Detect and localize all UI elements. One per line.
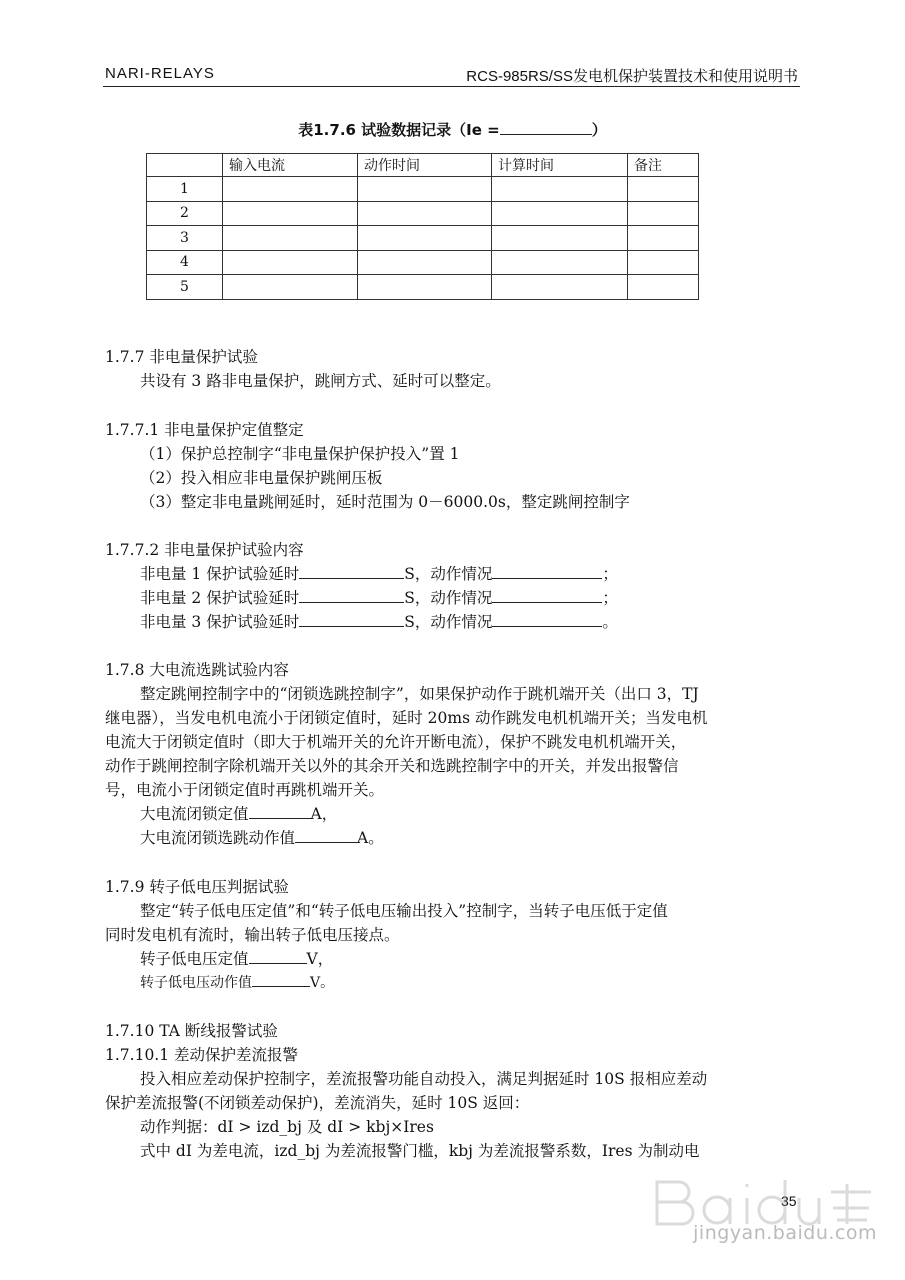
fill-label: 转子低电压动作值 bbox=[140, 975, 252, 991]
table-header-cell: 输入电流 bbox=[223, 154, 358, 177]
fill-line bbox=[140, 610, 618, 634]
fill-label: A。 bbox=[357, 829, 384, 847]
table-cell bbox=[628, 226, 699, 251]
table-row bbox=[147, 201, 699, 226]
paragraph-line: 投入相应差动保护控制字，差流报警功能自动投入，满足判据延时 10S 报相应差动 bbox=[140, 1070, 708, 1088]
fill-line bbox=[140, 802, 337, 826]
blank-field bbox=[492, 563, 602, 579]
table-cell bbox=[492, 201, 628, 226]
section-heading-1-7-10: 1.7.10 TA 断线报警试验 bbox=[105, 1022, 278, 1040]
fill-label: V。 bbox=[310, 975, 335, 991]
table-header-row bbox=[147, 154, 699, 177]
page-number: 35 bbox=[781, 1193, 797, 1209]
fill-label: 大电流闭锁定值 bbox=[140, 805, 249, 823]
fill-line bbox=[140, 947, 333, 971]
blank-field bbox=[299, 587, 404, 603]
section-heading-1-7-8: 1.7.8 大电流选跳试验内容 bbox=[105, 661, 289, 679]
row-number: 5 bbox=[147, 275, 223, 300]
table-cell bbox=[223, 177, 358, 202]
table-row bbox=[147, 177, 699, 202]
table-cell bbox=[628, 201, 699, 226]
blank-field bbox=[492, 587, 602, 603]
blank-field bbox=[492, 611, 602, 627]
table-cell bbox=[492, 226, 628, 251]
header-doc-title: RCS-985RS/SS发电机保护装置技术和使用说明书 bbox=[466, 68, 798, 85]
row-number: 2 bbox=[147, 201, 223, 226]
paragraph-line: 保护差流报警(不闭锁差动保护)，差流消失，延时 10S 返回： bbox=[105, 1094, 530, 1112]
blank-field bbox=[295, 827, 357, 843]
criteria-line: 动作判据：dI > izd_bj 及 dI > kbj×Ires bbox=[140, 1118, 434, 1136]
blank-field bbox=[299, 611, 404, 627]
fill-line bbox=[140, 826, 384, 850]
table-cell bbox=[492, 275, 628, 300]
fill-line bbox=[140, 586, 618, 610]
table-cell bbox=[628, 250, 699, 275]
table-cell bbox=[358, 226, 492, 251]
table-cell bbox=[358, 275, 492, 300]
table-cell bbox=[492, 250, 628, 275]
fill-label: S，动作情况 bbox=[404, 565, 493, 583]
fill-punct: ； bbox=[602, 589, 618, 607]
section-heading-1-7-10-1: 1.7.10.1 差动保护差流报警 bbox=[105, 1046, 299, 1064]
fill-line bbox=[140, 562, 618, 586]
table-row bbox=[147, 226, 699, 251]
table-row bbox=[147, 275, 699, 300]
paragraph-line: 整定跳闸控制字中的“闭锁选跳控制字”，如果保护动作于跳机端开关（出口 3，TJ bbox=[140, 685, 699, 703]
list-item: （2）投入相应非电量保护跳闸压板 bbox=[140, 469, 383, 487]
header-company: NARI-RELAYS bbox=[105, 65, 215, 82]
header-divider bbox=[103, 86, 800, 87]
paragraph-line: 继电器），当发电机电流小于闭锁定值时，延时 20ms 动作跳发电机机端开关；当发电机 bbox=[105, 709, 708, 727]
row-number: 1 bbox=[147, 177, 223, 202]
table-cell bbox=[223, 275, 358, 300]
table-cell bbox=[628, 275, 699, 300]
section-heading-1-7-7-2: 1.7.7.2 非电量保护试验内容 bbox=[105, 541, 304, 559]
fill-line bbox=[140, 971, 334, 995]
fill-punct: 。 bbox=[602, 613, 618, 631]
blank-field bbox=[299, 563, 404, 579]
table-header-cell: 动作时间 bbox=[358, 154, 492, 177]
table-cell bbox=[628, 177, 699, 202]
table-header-cell: 备注 bbox=[628, 154, 699, 177]
fill-label: 非电量 3 保护试验延时 bbox=[140, 613, 300, 631]
row-number: 4 bbox=[147, 250, 223, 275]
table-row bbox=[147, 250, 699, 275]
table-header-cell bbox=[147, 154, 223, 177]
section-heading-1-7-9: 1.7.9 转子低电压判据试验 bbox=[105, 878, 289, 896]
fill-label: S，动作情况 bbox=[404, 589, 493, 607]
table-caption bbox=[0, 119, 905, 140]
fill-label: 非电量 2 保护试验延时 bbox=[140, 589, 300, 607]
fill-label: 转子低电压定值 bbox=[140, 950, 249, 968]
paragraph-line: 同时发电机有流时，输出转子低电压接点。 bbox=[105, 926, 400, 944]
blank-field bbox=[249, 803, 311, 819]
paragraph-line: 动作于跳闸控制字除机端开关以外的其余开关和选跳控制字中的开关，并发出报警信 bbox=[105, 757, 679, 775]
table-cell bbox=[223, 250, 358, 275]
fill-label: 非电量 1 保护试验延时 bbox=[140, 565, 300, 583]
paragraph-line: 整定“转子低电压定值”和“转子低电压输出投入”控制字，当转子电压低于定值 bbox=[140, 902, 668, 920]
table-cell bbox=[358, 177, 492, 202]
fill-label: V， bbox=[306, 950, 334, 968]
blank-field bbox=[249, 948, 307, 964]
paragraph: 共设有 3 路非电量保护，跳闸方式、延时可以整定。 bbox=[140, 372, 501, 390]
table-caption-suffix: ） bbox=[591, 121, 607, 139]
watermark-url: jingyan.baidu.com bbox=[693, 1222, 877, 1244]
fill-label: S，动作情况 bbox=[404, 613, 493, 631]
paragraph-line: 式中 dI 为差电流，izd_bj 为差流报警门槛，kbj 为差流报警系数，Ires 为制动电 bbox=[140, 1142, 700, 1160]
fill-label: A， bbox=[310, 805, 338, 823]
table-caption-prefix: 表1.7.6 试验数据记录（Ie = bbox=[298, 121, 500, 139]
table-header-cell: 计算时间 bbox=[492, 154, 628, 177]
section-heading-1-7-7-1: 1.7.7.1 非电量保护定值整定 bbox=[105, 421, 304, 439]
table-cell bbox=[223, 201, 358, 226]
table-cell bbox=[358, 201, 492, 226]
table-cell bbox=[358, 250, 492, 275]
table-cell bbox=[223, 226, 358, 251]
fill-punct: ； bbox=[602, 565, 618, 583]
section-heading-1-7-7: 1.7.7 非电量保护试验 bbox=[105, 348, 258, 366]
table-cell bbox=[492, 177, 628, 202]
paragraph-line: 号，电流小于闭锁定值时再跳机端开关。 bbox=[105, 781, 385, 799]
row-number: 3 bbox=[147, 226, 223, 251]
list-item: （3）整定非电量跳闸延时，延时范围为 0－6000.0s，整定跳闸控制字 bbox=[140, 493, 630, 511]
paragraph-line: 电流大于闭锁定值时（即大于机端开关的允许开断电流），保护不跳发电机机端开关， bbox=[105, 733, 687, 751]
test-record-table bbox=[146, 153, 699, 300]
ie-blank bbox=[500, 120, 592, 135]
list-item: （1）保护总控制字“非电量保护保护投入”置 1 bbox=[140, 445, 460, 463]
fill-label: 大电流闭锁选跳动作值 bbox=[140, 829, 296, 847]
blank-field bbox=[252, 971, 310, 987]
